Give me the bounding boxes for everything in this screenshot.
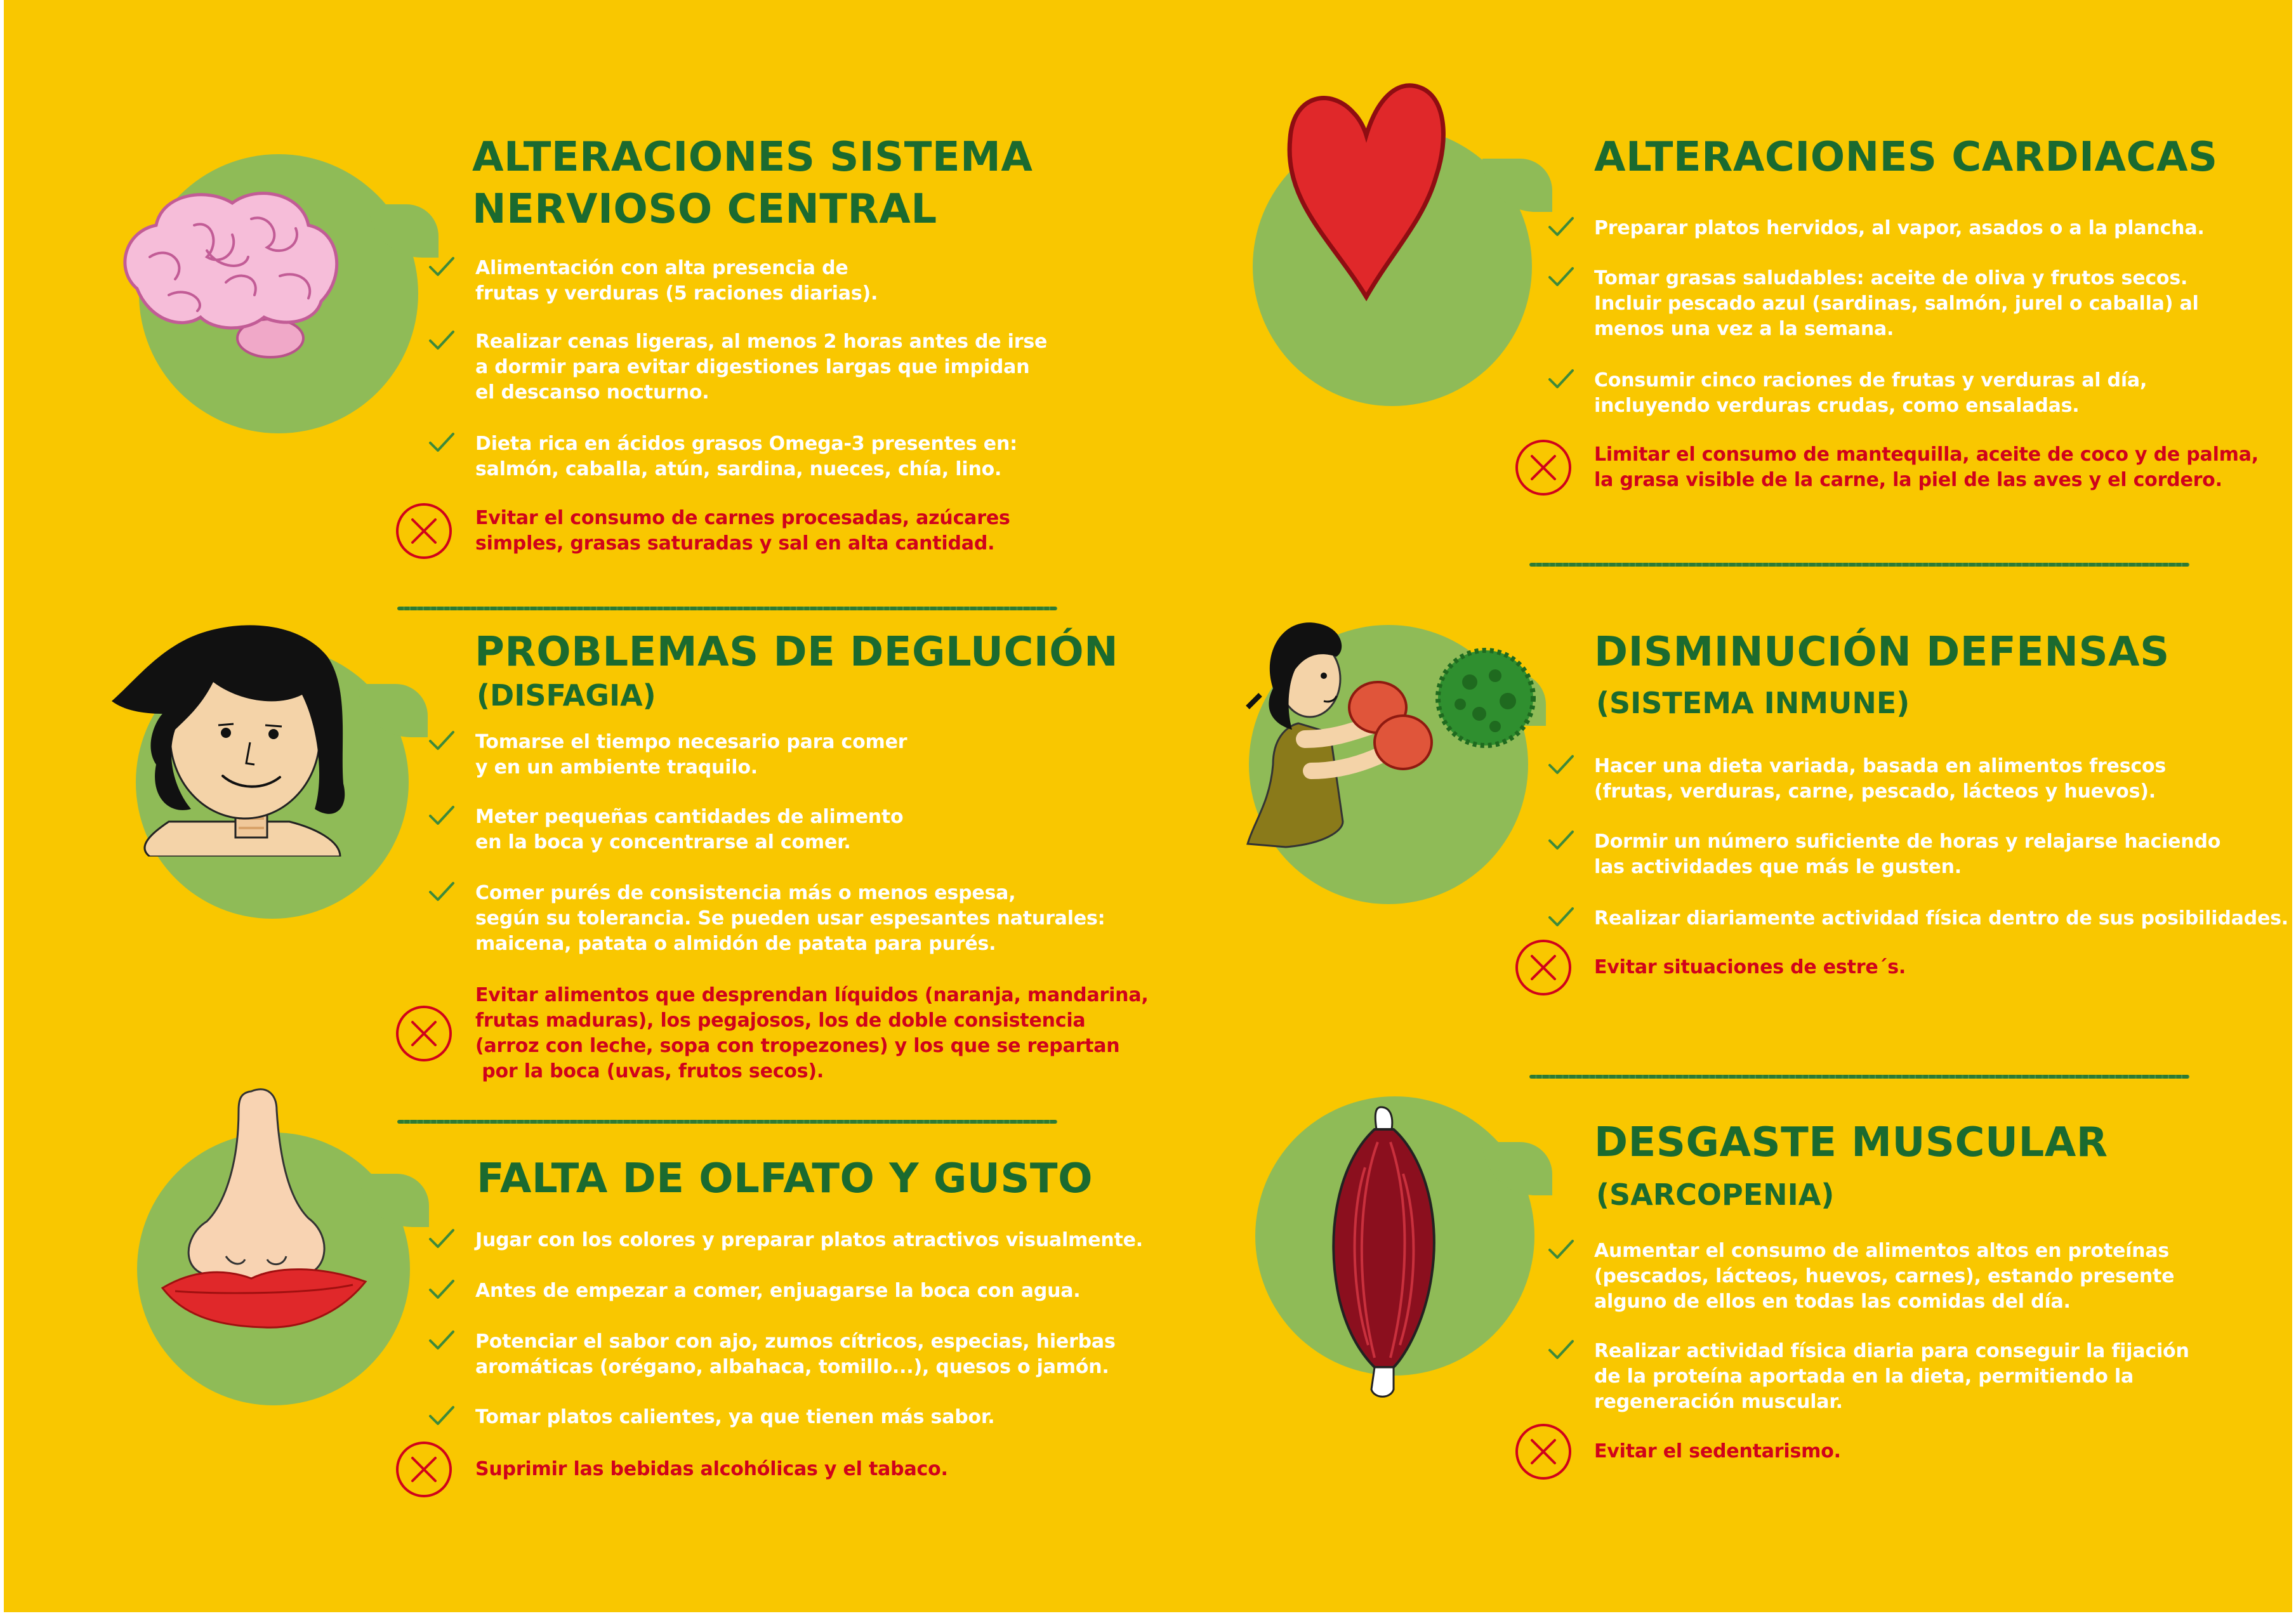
check-icon xyxy=(1547,1339,1575,1362)
virus-shape xyxy=(1438,650,1533,746)
recommendation-item: Preparar platos hervidos, al vapor, asados o a la plancha. xyxy=(1594,217,2205,239)
section-divider xyxy=(1529,563,2189,567)
section-title xyxy=(475,626,1118,678)
section-subtitle: (SISTEMA INMUNE) xyxy=(1596,686,1910,720)
check-icon xyxy=(1547,906,1575,929)
recommendation-item: Comer purés de consistencia más o menos espesa, según su tolerancia. Se pueden usar espesantes naturales: maicena, patata o almidón de patata para purés. xyxy=(475,882,1105,955)
avoid-item: Evitar alimentos que desprendan líquidos (naranja, mandarina, frutas maduras), los pegajosos, los de doble consistencia (arroz con leche, sopa con tropezones) y los que se repartan por la boca (uvas, frutos secos). xyxy=(475,984,1149,1082)
woman-face-icon xyxy=(99,619,366,857)
cross-circle-icon xyxy=(1514,938,1573,997)
section-title xyxy=(472,131,1033,235)
recommendation-item: Tomar platos calientes, ya que tienen más sabor. xyxy=(475,1406,995,1428)
check-icon xyxy=(1547,216,1575,239)
recommendation-item: Realizar diariamente actividad física dentro de sus posibilidades. xyxy=(1594,907,2288,930)
cross-circle-icon xyxy=(1514,438,1573,497)
recommendation-item: Aumentar el consumo de alimentos altos en proteínas (pescados, lácteos, huevos, carnes), estando presente alguno de ellos en todas las comidas del día. xyxy=(1594,1240,2175,1313)
check-icon xyxy=(1547,829,1575,852)
avoid-item: Evitar el consumo de carnes procesadas, azúcares simples, grasas saturadas y sal en alta cantidad. xyxy=(475,507,1010,555)
title-line: DESGASTE MUSCULAR xyxy=(1594,1119,2108,1166)
check-icon xyxy=(428,730,456,752)
check-icon xyxy=(1547,1238,1575,1261)
check-icon xyxy=(1547,368,1575,391)
check-icon xyxy=(1547,754,1575,777)
avoid-item: Suprimir las bebidas alcohólicas y el tabaco. xyxy=(475,1458,948,1480)
recommendation-item: Consumir cinco raciones de frutas y verduras al día, incluyendo verduras crudas, como ensaladas. xyxy=(1594,369,2148,417)
cross-circle-icon xyxy=(1514,1422,1573,1481)
title-line: PROBLEMAS DE DEGLUCIÓN xyxy=(475,629,1119,676)
nose-lips-icon xyxy=(156,1085,378,1339)
recommendation-item: Tomarse el tiempo necesario para comer y en un ambiente traquilo. xyxy=(475,731,907,778)
avoid-item: Limitar el consumo de mantequilla, aceite de coco y de palma, la grasa visible de la carne, la piel de las aves y el cordero. xyxy=(1594,443,2259,491)
boxer-virus-icon xyxy=(1235,612,1540,850)
recommendation-item: Jugar con los colores y preparar platos atractivos visualmente. xyxy=(475,1229,1143,1251)
recommendation-item: Dormir un número suficiente de horas y relajarse haciendo las actividades que más le gusten. xyxy=(1594,831,2221,878)
recommendation-item: Alimentación con alta presencia de frutas y verduras (5 raciones diarias). xyxy=(475,257,878,305)
recommendation-item: Dieta rica en ácidos grasos Omega-3 presentes en: salmón, caballa, atún, sardina, nueces, chía, lino. xyxy=(475,433,1017,480)
heart-icon xyxy=(1281,75,1452,303)
cross-circle-icon xyxy=(395,1440,453,1499)
check-icon xyxy=(1547,266,1575,289)
section-title xyxy=(1594,1117,2108,1169)
check-icon xyxy=(428,881,456,903)
check-icon xyxy=(428,431,456,454)
section-subtitle: (SARCOPENIA) xyxy=(1596,1178,1835,1212)
recommendation-item: Realizar cenas ligeras, al menos 2 horas antes de irse a dormir para evitar digestiones largas que impidan el descanso nocturno. xyxy=(475,331,1048,404)
section-divider xyxy=(1529,1075,2189,1079)
recommendation-item: Antes de empezar a comer, enjuagarse la boca con agua. xyxy=(475,1280,1081,1302)
title-line: NERVIOSO CENTRAL xyxy=(472,186,937,233)
infographic-page xyxy=(4,0,2292,1612)
muscle-icon xyxy=(1321,1104,1448,1402)
title-line: ALTERACIONES SISTEMA xyxy=(472,134,1033,181)
check-icon xyxy=(428,805,456,827)
title-line: ALTERACIONES CARDIACAS xyxy=(1594,134,2218,181)
section-title xyxy=(1594,131,2218,183)
avoid-item: Evitar situaciones de estre´s. xyxy=(1594,956,1906,978)
check-icon xyxy=(428,1329,456,1352)
check-icon xyxy=(428,1228,456,1251)
brain-icon xyxy=(112,181,353,358)
cross-circle-icon xyxy=(395,502,453,560)
section-divider xyxy=(397,1120,1057,1124)
avoid-item: Evitar el sedentarismo. xyxy=(1594,1440,1841,1462)
title-line: DISMINUCIÓN DEFENSAS xyxy=(1594,629,2170,676)
recommendation-item: Potenciar el sabor con ajo, zumos cítricos, especias, hierbas aromáticas (orégano, albahaca, tomillo...), quesos o jamón. xyxy=(475,1330,1116,1378)
check-icon xyxy=(428,1278,456,1301)
title-line: FALTA DE OLFATO Y GUSTO xyxy=(477,1155,1093,1202)
recommendation-item: Meter pequeñas cantidades de alimento en la boca y concentrarse al comer. xyxy=(475,806,904,853)
check-icon xyxy=(428,256,456,279)
check-icon xyxy=(428,1405,456,1428)
recommendation-item: Realizar actividad física diaria para conseguir la fijación de la proteína aportada en la dieta, permitiendo la regeneración muscular. xyxy=(1594,1340,2189,1413)
check-icon xyxy=(428,329,456,352)
recommendation-item: Tomar grasas saludables: aceite de oliva y frutos secos. Incluir pescado azul (sardinas, salmón, jurel o caballa) al menos una vez a la semana. xyxy=(1594,267,2199,340)
recommendation-item: Hacer una dieta variada, basada en alimentos frescos (frutas, verduras, carne, pescado, lácteos y huevos). xyxy=(1594,755,2166,803)
section-divider xyxy=(397,607,1057,610)
section-title xyxy=(477,1153,1093,1205)
section-title xyxy=(1594,626,2170,678)
cross-circle-icon xyxy=(395,1004,453,1063)
section-subtitle: (DISFAGIA) xyxy=(477,678,656,713)
